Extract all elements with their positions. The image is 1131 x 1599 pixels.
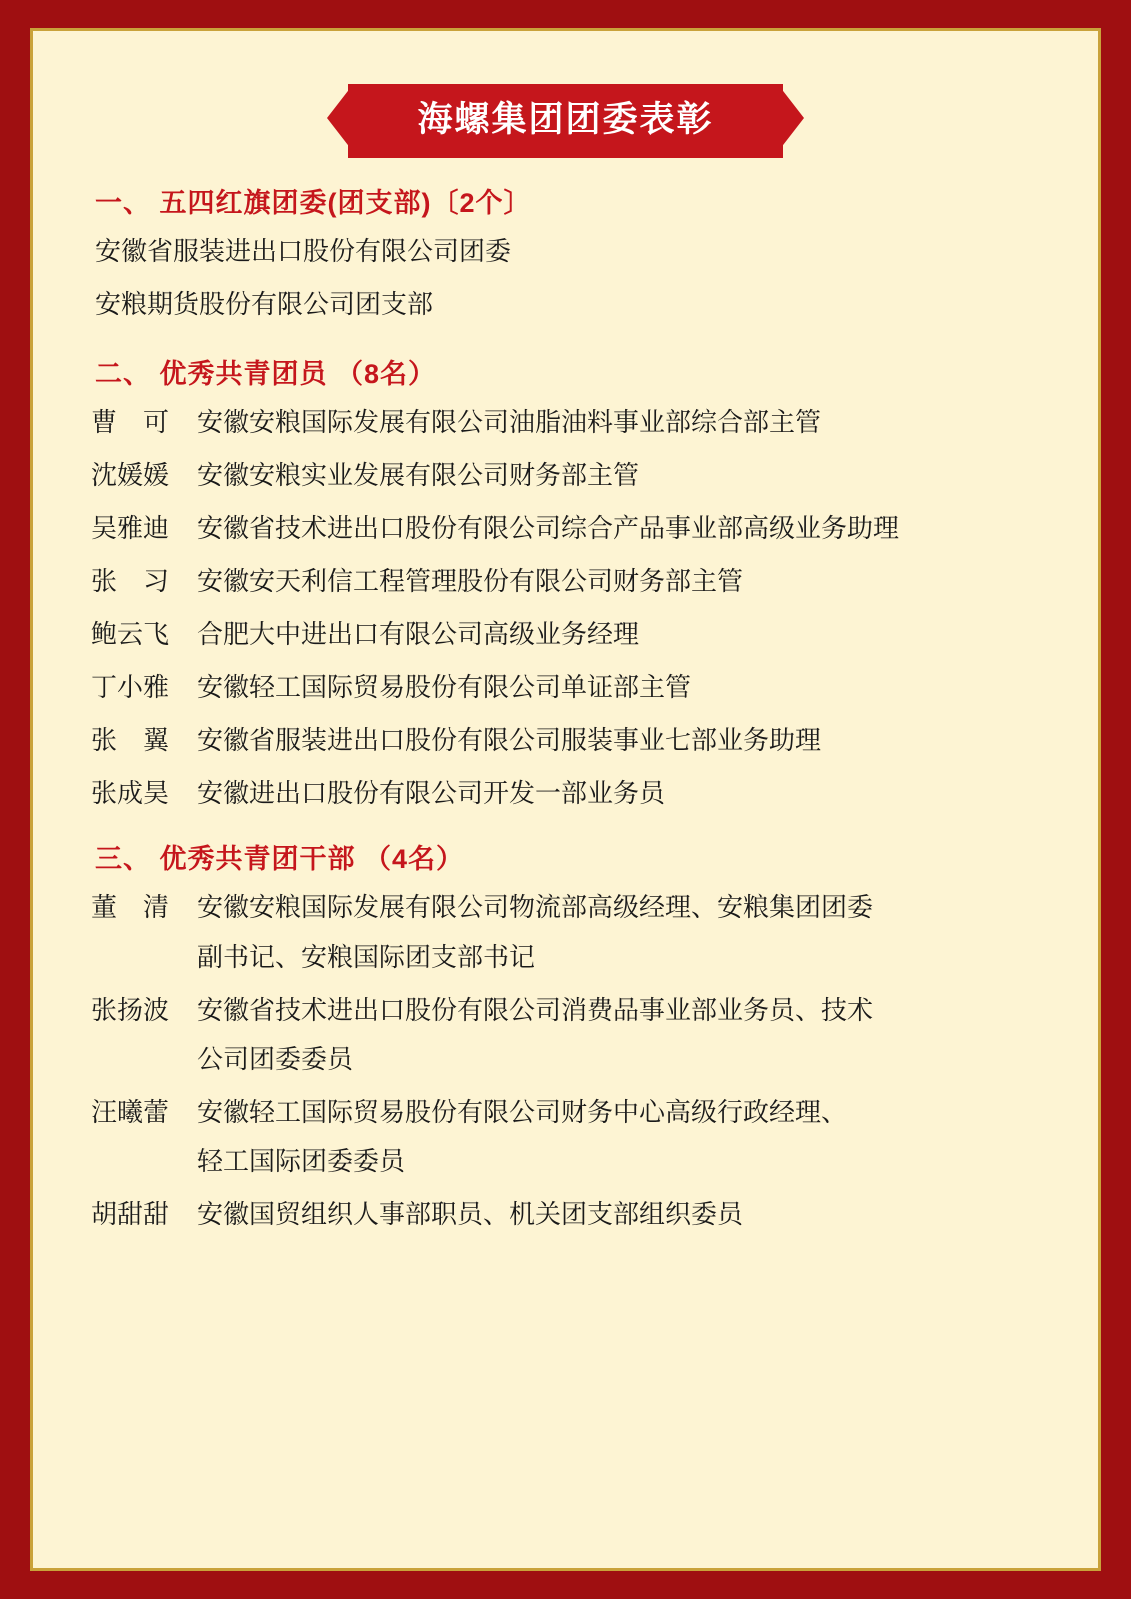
list-item bbox=[91, 1197, 1054, 1232]
list-item bbox=[91, 670, 1054, 705]
title-banner bbox=[77, 87, 1054, 155]
section-2-heading: 二、 优秀共青团员 （8名） bbox=[95, 358, 437, 389]
entry-desc bbox=[197, 993, 1054, 1077]
entry-desc bbox=[197, 890, 1054, 974]
poster-paper bbox=[30, 28, 1101, 1571]
entry-desc: 安徽轻工国际贸易股份有限公司单证部主管 bbox=[197, 672, 692, 703]
section-3 bbox=[77, 837, 1054, 1232]
section-3-heading: 三、 优秀共青团干部 （4名） bbox=[95, 844, 465, 875]
entry-text: 安徽省服装进出口股份有限公司团委 bbox=[95, 235, 512, 266]
entry-name: 张 翼 bbox=[91, 725, 170, 756]
entry-desc: 安徽安粮实业发展有限公司财务部主管 bbox=[197, 459, 640, 490]
entry-desc-line2: 公司团委委员 bbox=[197, 1043, 354, 1074]
entry-desc: 合肥大中进出口有限公司高级业务经理 bbox=[197, 619, 640, 650]
entry-desc: 安徽进出口股份有限公司开发一部业务员 bbox=[197, 778, 666, 809]
list-item bbox=[91, 458, 1054, 493]
entry-desc-line1: 安徽省技术进出口股份有限公司消费品事业部业务员、技术 bbox=[197, 994, 874, 1025]
entry-name: 曹 可 bbox=[91, 406, 170, 437]
list-item bbox=[91, 890, 1054, 974]
entry-name: 丁小雅 bbox=[91, 672, 170, 703]
entry-name: 胡甜甜 bbox=[91, 1199, 170, 1229]
entry-desc: 安徽省技术进出口股份有限公司综合产品事业部高级业务助理 bbox=[197, 512, 900, 543]
entry-name: 张扬波 bbox=[91, 994, 170, 1025]
entry-name: 鲍云飞 bbox=[91, 619, 170, 650]
list-item bbox=[95, 287, 1054, 322]
title-banner-shape bbox=[351, 87, 779, 155]
entry-text: 安粮期货股份有限公司团支部 bbox=[95, 288, 434, 319]
section-1 bbox=[77, 181, 1054, 322]
list-item bbox=[91, 617, 1054, 652]
entry-name: 汪曦蕾 bbox=[91, 1096, 170, 1127]
entry-desc-line1: 安徽轻工国际贸易股份有限公司财务中心高级行政经理、 bbox=[197, 1096, 848, 1127]
section-2 bbox=[77, 352, 1054, 812]
entry-desc: 安徽国贸组织人事部职员、机关团支部组织委员 bbox=[197, 1199, 744, 1229]
list-item bbox=[95, 234, 1054, 269]
entry-name: 张 习 bbox=[91, 565, 170, 596]
entry-desc-line2: 副书记、安粮国际团支部书记 bbox=[197, 941, 536, 972]
entry-desc-line1: 安徽安粮国际发展有限公司物流部高级经理、安粮集团团委 bbox=[197, 892, 874, 923]
entry-desc bbox=[197, 1095, 1054, 1179]
list-item bbox=[91, 1095, 1054, 1179]
page-title: 海螺集团团委表彰 bbox=[417, 100, 714, 139]
entry-desc: 安徽省服装进出口股份有限公司服装事业七部业务助理 bbox=[197, 725, 822, 756]
list-item bbox=[91, 776, 1054, 811]
entry-name: 沈媛媛 bbox=[91, 459, 170, 490]
list-item bbox=[91, 405, 1054, 440]
entry-name: 吴雅迪 bbox=[91, 512, 170, 543]
list-item bbox=[91, 993, 1054, 1077]
list-item bbox=[91, 564, 1054, 599]
list-item bbox=[91, 723, 1054, 758]
entry-desc: 安徽安粮国际发展有限公司油脂油料事业部综合部主管 bbox=[197, 406, 822, 437]
section-1-heading: 一、 五四红旗团委(团支部)〔2个〕 bbox=[95, 187, 532, 218]
entry-name: 张成昊 bbox=[91, 778, 170, 809]
entry-desc-line2: 轻工国际团委委员 bbox=[197, 1145, 406, 1176]
entry-desc: 安徽安天利信工程管理股份有限公司财务部主管 bbox=[197, 565, 744, 596]
entry-name: 董 清 bbox=[91, 892, 170, 923]
list-item bbox=[91, 511, 1054, 546]
